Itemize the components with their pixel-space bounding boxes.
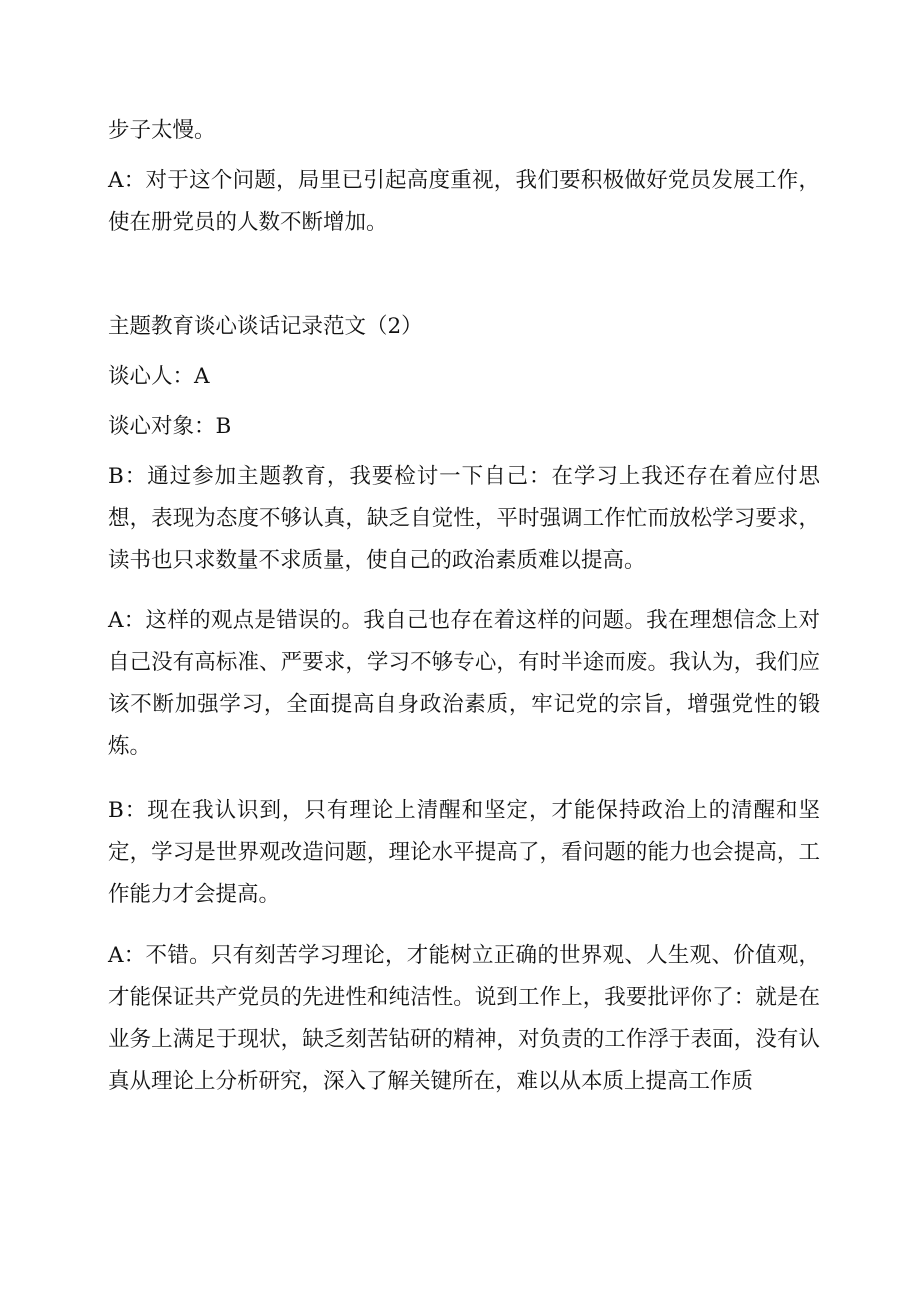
paragraph-a-reply: A：对于这个问题，局里已引起高度重视，我们要积极做好党员发展工作，使在册党员的人数不断增加。 <box>108 168 820 235</box>
paragraph-a-1: A：这样的观点是错误的。我自己也存在着这样的问题。我在理想信念上对自己没有高标准、严要求，学习不够专心，有时半途而废。我认为，我们应该不断加强学习，全面提高自身政治素质，牢记党的宗旨，增强党性的锻炼。 <box>108 608 820 759</box>
paragraph-b-2: B：现在我认识到，只有理论上清醒和坚定，才能保持政治上的清醒和坚定，学习是世界观改造问题，理论水平提高了，看问题的能力也会提高，工作能力才会提高。 <box>108 798 820 907</box>
paragraph-b-1: B：通过参加主题教育，我要检讨一下自己：在学习上我还存在着应付思想，表现为态度不够认真，缺乏自觉性，平时强调工作忙而放松学习要求，读书也只求数量不求质量，使自己的政治素质难以提高。 <box>108 464 820 573</box>
paragraph-continuation: 步子太慢。 <box>108 118 216 143</box>
talk-target-line: 谈心对象：B <box>108 414 232 439</box>
section-title: 主题教育谈心谈话记录范文（2） <box>108 314 423 339</box>
talker-line: 谈心人：A <box>108 364 210 389</box>
paragraph-a-2: A：不错。只有刻苦学习理论，才能树立正确的世界观、人生观、价值观，才能保证共产党员的先进性和纯洁性。说到工作上，我要批评你了：就是在业务上满足于现状，缺乏刻苦钻研的精神，对负责的工作浮于表面，没有认真从理论上分析研究，深入了解关键所在，难以从本质上提高工作质 <box>108 943 820 1094</box>
